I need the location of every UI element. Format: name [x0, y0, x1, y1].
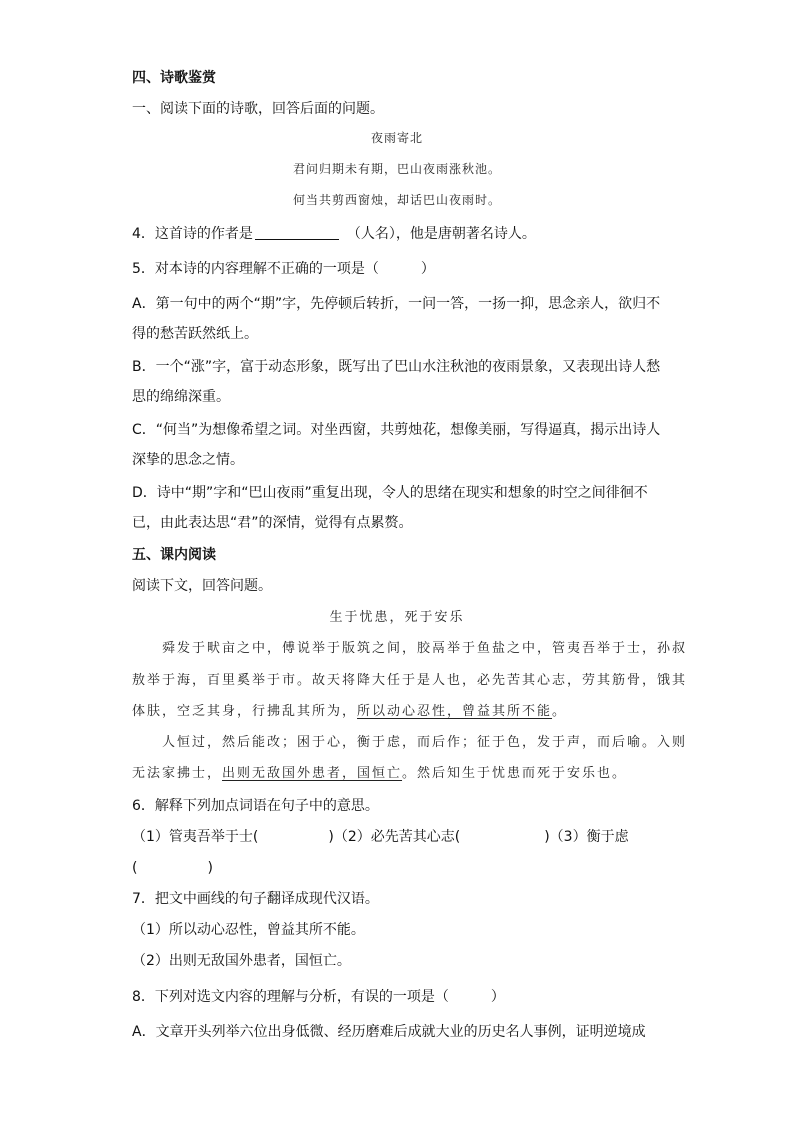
poetry-instructions: 一、阅读下面的诗歌，回答后面的问题。 [132, 101, 384, 117]
passage-text: 无法家拂士， [132, 766, 223, 781]
answer-blank[interactable] [255, 225, 339, 240]
reading-instructions: 阅读下文，回答问题。 [132, 578, 272, 594]
passage-title: 生于忧患，死于安乐 [329, 610, 465, 625]
underlined-sentence-1: 所以动心忍性，曾益其所不能 [357, 704, 553, 719]
poem-line-1: 君问归期未有期，巴山夜雨涨秋池。 [292, 162, 501, 176]
question-8-stem: 8．下列对选文内容的理解与分析，有误的一项是（ ） [132, 989, 505, 1005]
question-6-stem: 6．解释下列加点词语在句子中的意思。 [132, 798, 379, 814]
passage-text: 。然后知生于忧患而死于安乐也。 [402, 766, 628, 781]
option-d-line-1: D．诗中“期”字和“巴山夜雨”重复出现，令人的思绪在现实和想象的时空之间徘徊不 [132, 485, 648, 501]
option-a-line-2: 得的愁苦跃然纸上。 [132, 326, 258, 342]
passage-p2-line-2 [132, 764, 627, 784]
question-4 [132, 224, 536, 244]
question-4-suffix: （人名），他是唐朝著名诗人。 [346, 226, 536, 242]
underlined-sentence-2: 出则无敌国外患者，国恒亡 [222, 766, 403, 781]
section-heading-poetry: 四、诗歌鉴赏 [132, 70, 216, 86]
option-b-line-2: 思的绵绵深重。 [132, 389, 230, 405]
question-6-line-1: （1）管夷吾举于士( )（2）必先苦其心志( )（3）衡于虑 [132, 829, 629, 845]
question-7-stem: 7．把文中画线的句子翻译成现代汉语。 [132, 891, 379, 907]
passage-text: 。 [552, 704, 568, 719]
passage-p1-line-3 [132, 702, 567, 722]
poem-title: 夜雨寄北 [370, 131, 423, 145]
section-heading-reading: 五、课内阅读 [132, 547, 216, 563]
option-c-line-1: C．“何当”为想像希望之词。对坐西窗，共剪烛花，想像美丽，写得逼真，揭示出诗人 [132, 422, 661, 438]
option-d-line-2: 已，由此表达思“君”的深情，觉得有点累赘。 [132, 515, 413, 531]
question-5-stem: 5．对本诗的内容理解不正确的一项是（ ） [132, 261, 435, 277]
question-8-option-a: A．文章开头列举六位出身低微、经历磨难后成就大业的历史名人事例，证明逆境成 [132, 1024, 646, 1040]
passage-p1-line-1: 舜发于畎亩之中，傅说举于版筑之间，胶鬲举于鱼盐之中，管夷吾举于士，孙叔 [162, 641, 688, 656]
poem-line-2: 何当共剪西窗烛，却话巴山夜雨时。 [292, 193, 501, 207]
passage-p2-line-1: 人恒过，然后能改；困于心，衡于虑，而后作；征于色，发于声，而后喻。入则 [162, 735, 688, 750]
option-c-line-2: 深挚的思念之情。 [132, 452, 244, 468]
question-6-line-2: ( ) [132, 860, 213, 876]
question-7-item-1: （1）所以动心忍性，曾益其所不能。 [132, 922, 365, 938]
passage-text: 体肤，空乏其身，行拂乱其所为， [132, 704, 358, 719]
question-7-item-2: （2）出则无敌国外患者，国恒亡。 [132, 953, 351, 969]
passage-p1-line-2: 敖举于海，百里奚举于市。故天将降大任于是人也，必先苦其心志，劳其筋骨，饿其 [132, 673, 688, 688]
option-b-line-1: B．一个“涨”字，富于动态形象，既写出了巴山水注秋池的夜雨景象，又表现出诗人愁 [132, 359, 661, 375]
question-4-prefix: 4．这首诗的作者是 [132, 226, 253, 242]
option-a-line-1: A．第一句中的两个“期”字，先停顿后转折，一问一答，一扬一抑，思念亲人，欲归不 [132, 296, 661, 312]
